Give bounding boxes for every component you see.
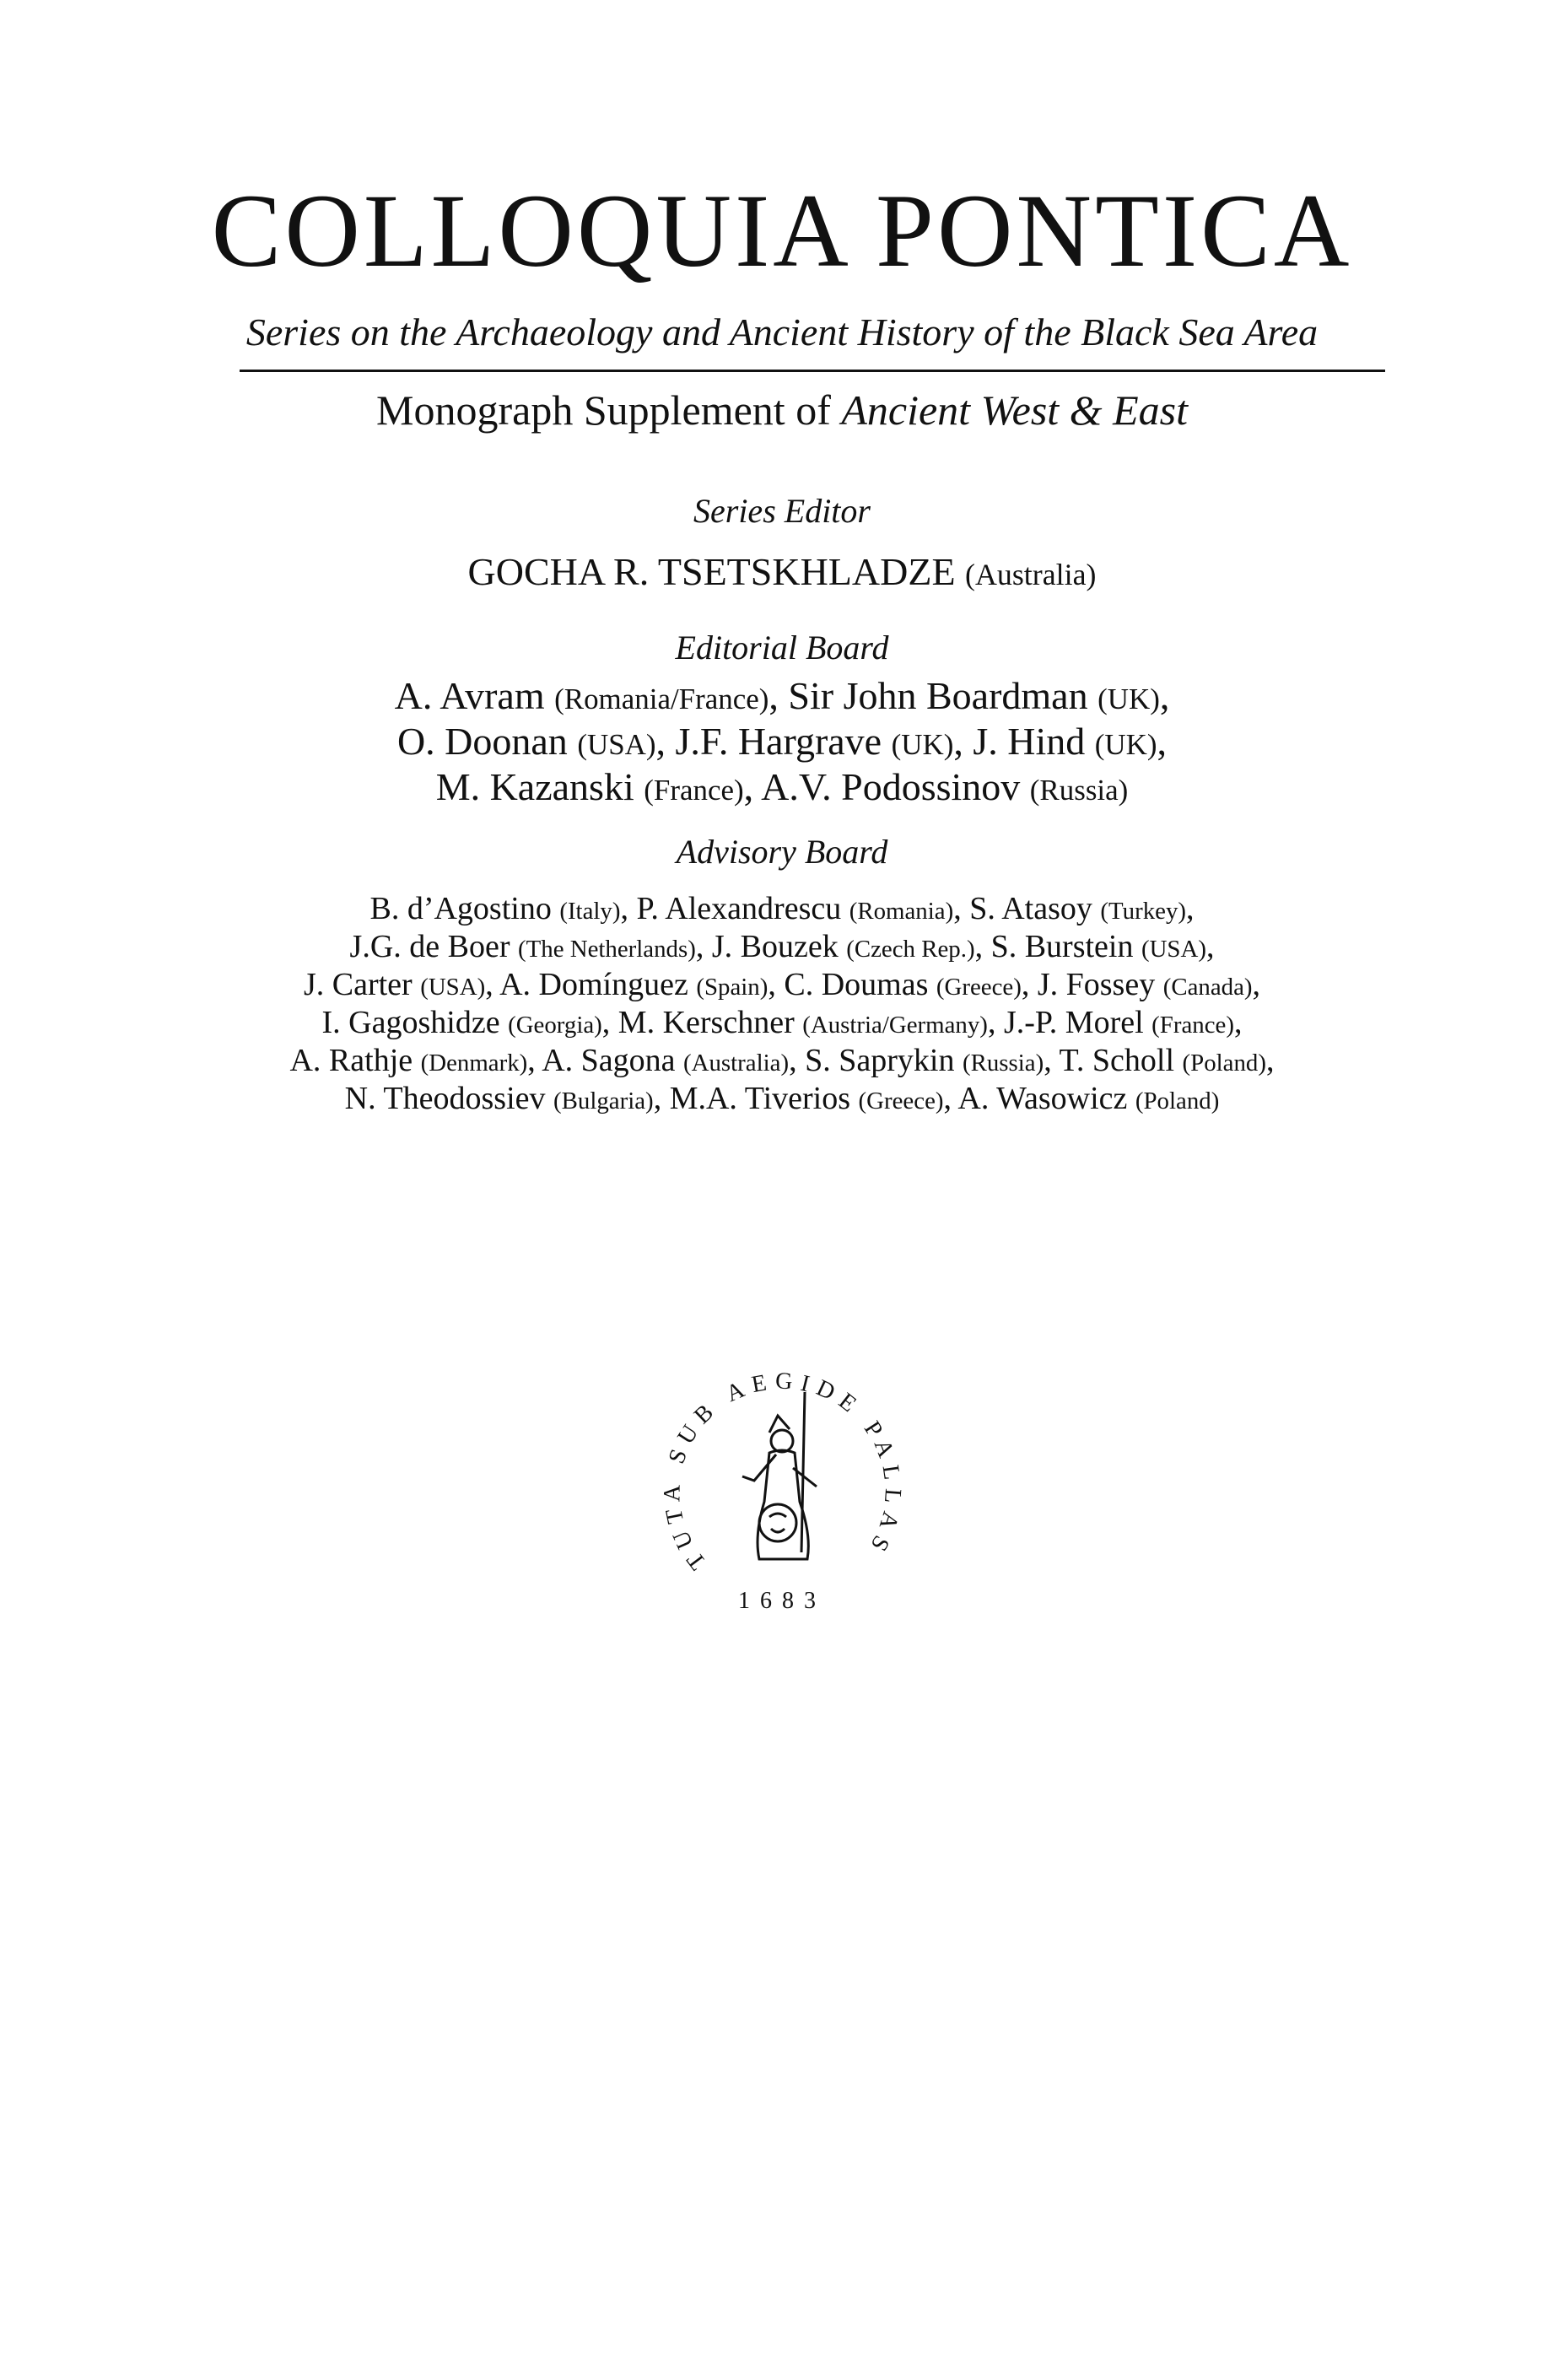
advisory-board-member-name: S. Atasoy	[969, 891, 1092, 926]
advisory-board-separator: ,	[601, 1005, 618, 1040]
divider-rule	[240, 370, 1385, 372]
editorial-board-member-name: J.F. Hargrave	[675, 720, 882, 763]
advisory-board-member-country: (Poland)	[1135, 1087, 1220, 1114]
series-editor-label: Series Editor	[693, 492, 871, 530]
advisory-board-separator: ,	[953, 891, 970, 926]
advisory-board-member-name: S. Burstein	[990, 929, 1134, 964]
advisory-board-member-name: J. Bouzek	[711, 929, 839, 964]
editorial-board-member-country: (Russia)	[1029, 774, 1129, 807]
advisory-board-line	[0, 929, 1564, 967]
editorial-board-separator: ,	[1157, 720, 1168, 763]
editorial-board-member-country: (UK)	[891, 728, 954, 761]
advisory-board-member-country: (Canada)	[1162, 974, 1253, 1001]
advisory-board-member-name: A. Domínguez	[499, 967, 688, 1002]
advisory-board-member-country: (Australia)	[683, 1050, 790, 1077]
editorial-board-member-name: Sir John Boardman	[788, 674, 1088, 717]
editorial-board-member-name: A.V. Podossinov	[761, 765, 1021, 808]
advisory-board-separator: ,	[943, 1081, 958, 1116]
editorial-board-member-name: A. Avram	[394, 674, 545, 717]
supplement-prefix: Monograph Supplement of	[376, 386, 842, 434]
supplement-line	[0, 385, 1564, 435]
editorial-board-label: Editorial Board	[675, 629, 889, 667]
advisory-board-separator: ,	[1044, 1043, 1060, 1078]
advisory-board-member-country: (Romania)	[849, 898, 954, 925]
publisher-seal	[651, 1341, 913, 1628]
advisory-board-member-country: (Russia)	[962, 1050, 1044, 1077]
advisory-board-separator: ,	[1233, 1005, 1243, 1040]
advisory-board-member-name: B. d’Agostino	[369, 891, 552, 926]
seal-motto: TUTA SUB AEGIDE PALLAS	[659, 1368, 907, 1575]
editorial-board-separator: ,	[1159, 674, 1170, 717]
series-editor-name: GOCHA R. TSETSKHLADZE	[467, 550, 956, 593]
advisory-board-member-name: P. Alexandrescu	[636, 891, 842, 926]
advisory-board-label: Advisory Board	[676, 833, 888, 871]
advisory-board-line	[0, 1043, 1564, 1081]
advisory-board-member-country: (Spain)	[696, 974, 769, 1001]
editorial-board-line	[0, 720, 1564, 766]
seal-year: 1683	[738, 1588, 826, 1614]
advisory-board-line	[0, 967, 1564, 1005]
advisory-board-member-name: J. Fossey	[1037, 967, 1156, 1002]
advisory-board-separator: ,	[1186, 891, 1195, 926]
advisory-board-separator: ,	[1252, 967, 1261, 1002]
advisory-board-member-name: A. Wasowicz	[957, 1081, 1128, 1116]
advisory-board-member-name: J. Carter	[303, 967, 413, 1002]
advisory-board-member-name: S. Saprykin	[805, 1043, 955, 1078]
advisory-board-list	[0, 891, 1564, 1119]
advisory-board-member-country: (Turkey)	[1100, 898, 1187, 925]
editorial-board-list	[0, 675, 1564, 812]
advisory-board-member-name: M.A. Tiverios	[669, 1081, 851, 1116]
advisory-board-member-country: (Georgia)	[508, 1012, 602, 1039]
advisory-board-separator: ,	[653, 1081, 670, 1116]
advisory-board-member-country: (Denmark)	[420, 1050, 528, 1077]
editorial-board-separator: ,	[655, 720, 676, 763]
advisory-board-member-country: (Bulgaria)	[553, 1087, 654, 1114]
advisory-board-line	[0, 1005, 1564, 1043]
series-editor	[0, 548, 1564, 595]
editorial-board-separator: ,	[743, 765, 762, 808]
advisory-board-member-name: N. Theodossiev	[344, 1081, 546, 1116]
advisory-board-separator: ,	[1266, 1043, 1275, 1078]
advisory-board-member-country: (Austria/Germany)	[802, 1012, 988, 1039]
advisory-board-member-name: T. Scholl	[1059, 1043, 1175, 1078]
advisory-board-separator: ,	[1021, 967, 1038, 1002]
editorial-board-member-country: (France)	[644, 774, 744, 807]
editorial-board-member-country: (UK)	[1094, 728, 1157, 761]
editorial-board-member-country: (USA)	[577, 728, 656, 761]
advisory-board-separator: ,	[974, 929, 991, 964]
advisory-board-member-name: I. Gagoshidze	[321, 1005, 500, 1040]
pallas-figure-icon	[742, 1392, 817, 1559]
series-editor-country: (Australia)	[965, 558, 1097, 591]
advisory-board-line	[0, 1081, 1564, 1119]
editorial-board-member-country: (Romania/France)	[554, 683, 769, 715]
series-title: COLLOQUIA PONTICA	[211, 173, 1353, 289]
editorial-board-line	[0, 675, 1564, 720]
editorial-board-line	[0, 766, 1564, 812]
advisory-board-separator: ,	[768, 967, 785, 1002]
editorial-board-member-name: J. Hind	[973, 720, 1086, 763]
advisory-board-member-name: A. Sagona	[542, 1043, 676, 1078]
editorial-board-member-name: M. Kazanski	[435, 765, 634, 808]
advisory-board-separator: ,	[527, 1043, 542, 1078]
advisory-board-line	[0, 891, 1564, 929]
editorial-board-member-name: O. Doonan	[396, 720, 568, 763]
editorial-board-separator: ,	[769, 674, 789, 717]
editorial-board-member-country: (UK)	[1097, 683, 1160, 715]
advisory-board-member-country: (France)	[1151, 1012, 1234, 1039]
advisory-board-separator: ,	[620, 891, 637, 926]
series-subtitle: Series on the Archaeology and Ancient History of the Black Sea Area	[245, 310, 1319, 353]
advisory-board-member-country: (Greece)	[858, 1087, 944, 1114]
editorial-board-separator: ,	[953, 720, 973, 763]
advisory-board-member-name: M. Kerschner	[618, 1005, 795, 1040]
advisory-board-separator: ,	[987, 1005, 1004, 1040]
advisory-board-member-country: (USA)	[1141, 936, 1206, 963]
advisory-board-member-country: (Czech Rep.)	[846, 936, 975, 963]
advisory-board-separator: ,	[485, 967, 500, 1002]
advisory-board-member-country: (USA)	[420, 974, 486, 1001]
advisory-board-member-country: (The Netherlands)	[518, 936, 696, 963]
advisory-board-member-country: (Poland)	[1182, 1050, 1266, 1077]
advisory-board-member-name: J.-P. Morel	[1003, 1005, 1144, 1040]
advisory-board-member-country: (Greece)	[936, 974, 1022, 1001]
supplement-journal: Ancient West & East	[841, 386, 1188, 434]
advisory-board-separator: ,	[695, 929, 712, 964]
advisory-board-member-name: J.G. de Boer	[349, 929, 510, 964]
advisory-board-separator: ,	[1205, 929, 1215, 964]
advisory-board-member-country: (Italy)	[559, 898, 621, 925]
advisory-board-member-name: C. Doumas	[784, 967, 929, 1002]
advisory-board-member-name: A. Rathje	[289, 1043, 413, 1078]
advisory-board-separator: ,	[789, 1043, 806, 1078]
